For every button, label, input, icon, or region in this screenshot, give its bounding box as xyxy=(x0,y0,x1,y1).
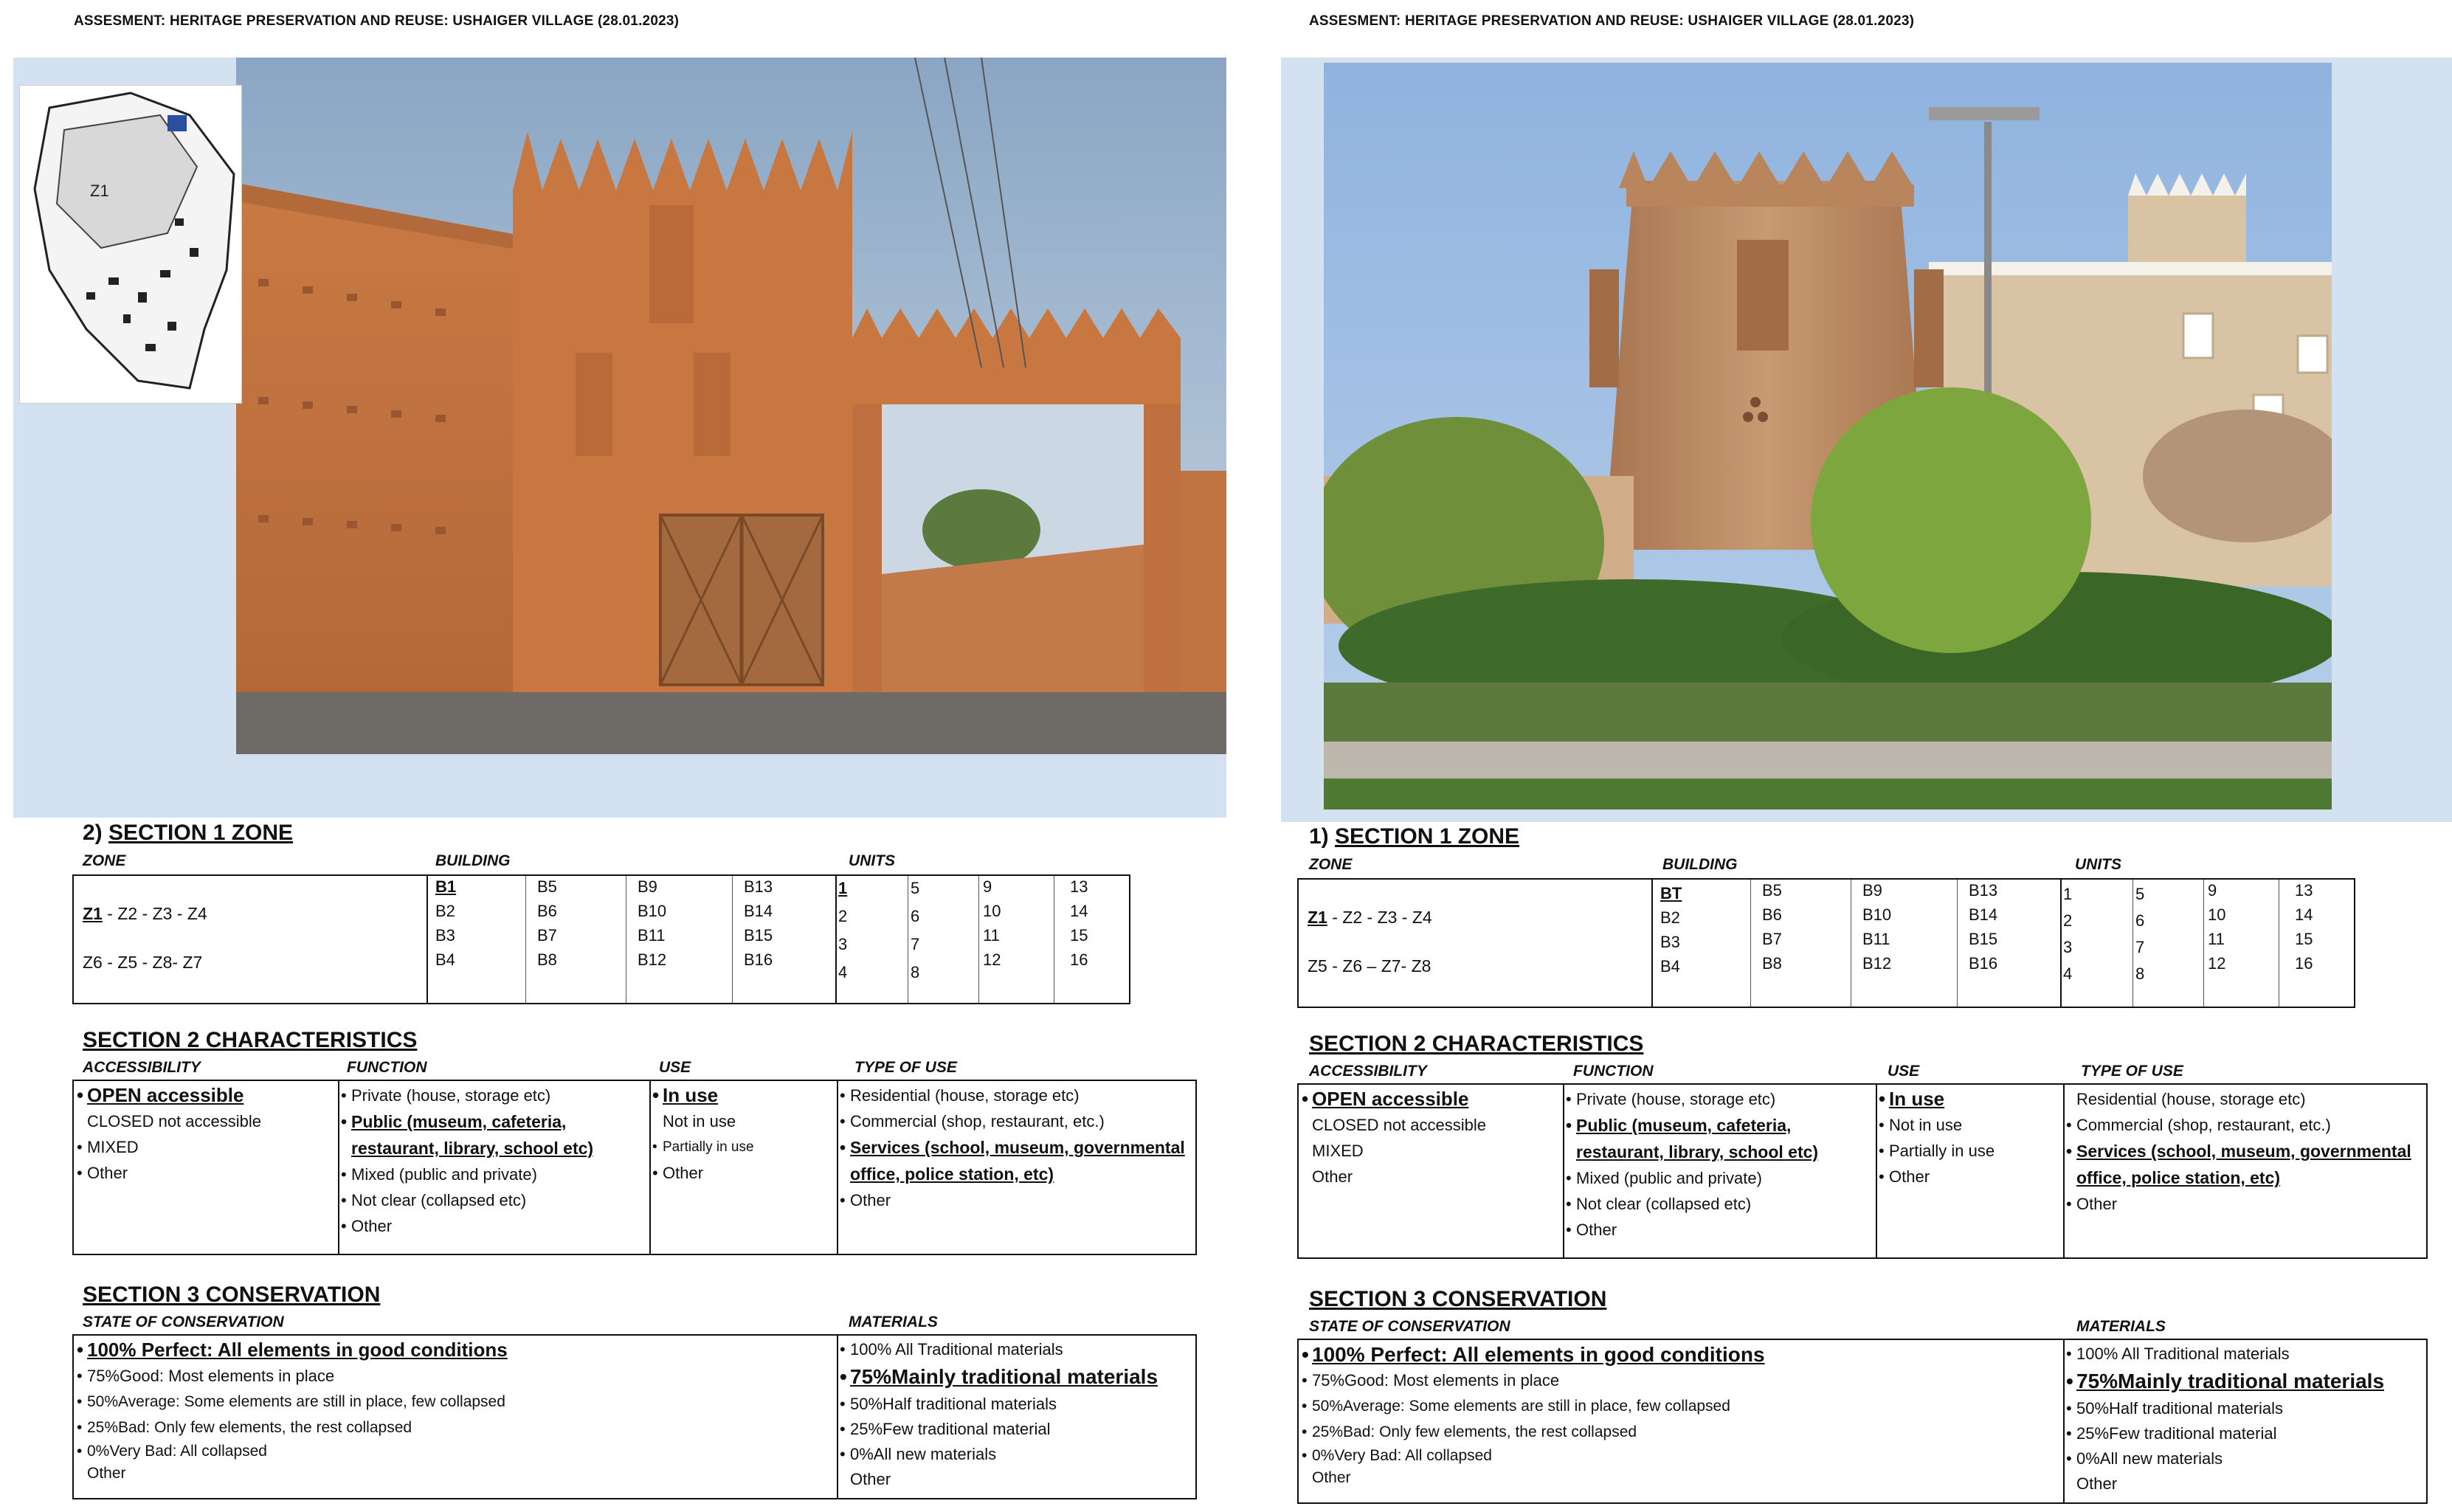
zone-selected: Z1 xyxy=(1308,908,1327,927)
type-of-use-options xyxy=(840,1083,1194,1213)
unit-option[interactable]: 8 xyxy=(911,963,920,981)
accessibility-options xyxy=(77,1083,335,1186)
function-selected[interactable]: • Public (museum, cafeteria, restaurant, library, school etc) xyxy=(1566,1112,1871,1165)
use-option[interactable]: Not in use xyxy=(663,1112,736,1130)
unit-option[interactable]: 5 xyxy=(911,879,920,897)
unit-option[interactable]: 13 xyxy=(2295,881,2313,900)
state-option[interactable]: • 50%Average: Some elements are still in place, few collapsed xyxy=(77,1389,829,1415)
zone-row-1-rest: - Z2 - Z3 - Z4 xyxy=(102,904,207,923)
building-option[interactable]: B4 xyxy=(1660,957,1680,976)
use-label: USE xyxy=(1888,1063,1920,1080)
materials-option[interactable]: • 50%Half traditional materials xyxy=(840,1392,1194,1417)
sheet-header: ASSESMENT: HERITAGE PRESERVATION AND REUSE: USHAIGER VILLAGE (28.01.2023) xyxy=(74,13,680,29)
type-of-use-label: TYPE OF USE xyxy=(854,1059,957,1076)
use-option[interactable]: • Other xyxy=(1879,1164,2060,1190)
building-option[interactable]: B12 xyxy=(638,950,667,969)
state-option[interactable]: • 25%Bad: Only few elements, the rest collapsed xyxy=(77,1415,829,1440)
section3-table xyxy=(1297,1339,2428,1504)
building-option[interactable]: B14 xyxy=(1969,905,1998,924)
use-option[interactable]: • Other xyxy=(652,1160,834,1186)
state-selected[interactable]: • 100% Perfect: All elements in good conditions xyxy=(1302,1342,2057,1367)
unit-option[interactable]: 3 xyxy=(2063,938,2073,956)
unit-option[interactable]: 8 xyxy=(2135,964,2145,983)
use-selected[interactable]: • In use xyxy=(652,1083,834,1108)
state-options xyxy=(77,1337,829,1485)
units-col-1 xyxy=(838,874,847,987)
building-option[interactable]: B8 xyxy=(537,950,557,969)
materials-option[interactable]: • 25%Few traditional material xyxy=(2066,1421,2425,1446)
unit-option[interactable]: 2 xyxy=(838,907,848,925)
units-col-1 xyxy=(2063,881,2072,987)
units-col-3 xyxy=(2208,878,2225,976)
building-selected[interactable]: BT xyxy=(1660,884,1682,902)
building-option[interactable]: B9 xyxy=(638,877,657,896)
section1-title-text: SECTION 1 ZONE xyxy=(108,821,294,845)
unit-option[interactable]: 3 xyxy=(838,935,848,953)
building-option[interactable]: B14 xyxy=(744,902,773,920)
building-option[interactable]: B5 xyxy=(1762,881,1782,900)
building-option[interactable]: B5 xyxy=(537,877,557,896)
building-option[interactable]: B7 xyxy=(537,926,557,945)
building-option[interactable]: B13 xyxy=(744,877,773,896)
zone-selected: Z1 xyxy=(83,904,103,923)
building-option[interactable]: B10 xyxy=(638,902,667,920)
type-of-use-option[interactable]: • Other xyxy=(2066,1191,2425,1217)
building-option[interactable]: B8 xyxy=(1762,954,1782,973)
accessibility-selected[interactable]: • OPEN accessible xyxy=(1302,1086,1560,1112)
unit-option[interactable]: 14 xyxy=(1070,902,1088,920)
accessibility-options xyxy=(1302,1086,1560,1190)
use-option[interactable]: • Partially in use xyxy=(652,1134,834,1160)
state-options xyxy=(1302,1342,2057,1489)
accessibility-option[interactable]: Other xyxy=(1312,1167,1353,1186)
materials-options xyxy=(2066,1342,2425,1497)
building-option[interactable]: B4 xyxy=(435,950,455,969)
materials-option[interactable]: • 25%Few traditional material xyxy=(840,1417,1194,1442)
building-option[interactable]: B3 xyxy=(1660,933,1680,951)
building-option[interactable]: B16 xyxy=(1969,954,1998,973)
building-col-3 xyxy=(638,874,666,972)
function-option[interactable]: • Mixed (public and private) xyxy=(1566,1165,1871,1191)
building-option[interactable]: B6 xyxy=(1762,905,1782,924)
sheet-header: ASSESMENT: HERITAGE PRESERVATION AND REUSE: USHAIGER VILLAGE (28.01.2023) xyxy=(1309,13,1915,29)
zone-row-1[interactable] xyxy=(83,904,207,924)
unit-option[interactable]: 11 xyxy=(2208,930,2225,948)
units-col-2 xyxy=(911,874,919,987)
unit-option[interactable]: 7 xyxy=(911,935,920,953)
unit-option[interactable]: 11 xyxy=(983,926,1000,945)
function-label: FUNCTION xyxy=(347,1059,427,1076)
building-option[interactable]: B9 xyxy=(1862,881,1882,900)
function-options xyxy=(1566,1086,1871,1243)
gate-photo xyxy=(236,58,1226,754)
state-option[interactable]: • 75%Good: Most elements in place xyxy=(1302,1367,2057,1393)
function-option[interactable]: • Not clear (collapsed etc) xyxy=(1566,1191,1871,1217)
unit-option[interactable]: 4 xyxy=(2063,964,2073,983)
function-option[interactable]: • Private (house, storage etc) xyxy=(341,1083,646,1108)
building-option[interactable]: B2 xyxy=(435,902,455,920)
accessibility-label: ACCESSIBILITY xyxy=(83,1059,201,1076)
section2-table xyxy=(72,1080,1197,1255)
materials-options xyxy=(840,1337,1194,1492)
units-col-3 xyxy=(983,874,1001,972)
unit-option[interactable]: 1 xyxy=(2063,885,2073,903)
function-selected[interactable]: • Public (museum, cafeteria, restaurant, library, school etc) xyxy=(341,1108,646,1161)
type-of-use-option[interactable]: • Commercial (shop, restaurant, etc.) xyxy=(840,1108,1194,1134)
building-option[interactable]: B15 xyxy=(1969,930,1998,948)
state-option[interactable]: • 0%Very Bad: All collapsed xyxy=(77,1440,829,1463)
type-of-use-option[interactable]: Residential (house, storage etc) xyxy=(2076,1090,2306,1108)
section1-table xyxy=(72,874,1130,1004)
unit-option[interactable]: 9 xyxy=(983,877,992,896)
materials-option[interactable]: • 0%All new materials xyxy=(840,1442,1194,1467)
materials-option[interactable]: Other xyxy=(2076,1474,2118,1493)
building-col-4 xyxy=(744,874,773,972)
assessment-sheet-right xyxy=(1226,0,2452,1512)
unit-option[interactable]: 15 xyxy=(2295,930,2313,948)
state-of-conservation-label: STATE OF CONSERVATION xyxy=(1309,1318,1510,1335)
building-col-1 xyxy=(1660,881,1682,978)
zone-label: ZONE xyxy=(1309,856,1353,873)
zone-row-2[interactable]: Z6 - Z5 - Z8- Z7 xyxy=(83,953,203,972)
use-options xyxy=(1879,1086,2060,1190)
materials-option[interactable]: • 0%All new materials xyxy=(2066,1446,2425,1471)
unit-option[interactable]: 16 xyxy=(1070,950,1088,969)
building-selected[interactable]: B1 xyxy=(435,877,457,896)
state-option[interactable]: Other xyxy=(1312,1469,1351,1486)
state-of-conservation-label: STATE OF CONSERVATION xyxy=(83,1313,284,1330)
unit-option[interactable]: 6 xyxy=(2135,911,2145,930)
unit-option[interactable]: 9 xyxy=(2208,881,2217,900)
materials-selected[interactable]: • 75%Mainly traditional materials xyxy=(840,1362,1194,1392)
unit-option[interactable]: 14 xyxy=(2295,905,2313,924)
use-option[interactable]: • Not in use xyxy=(1879,1112,2060,1138)
state-selected[interactable]: • 100% Perfect: All elements in good conditions xyxy=(77,1337,829,1363)
section3-table xyxy=(72,1334,1197,1499)
building-option[interactable]: B10 xyxy=(1862,905,1892,924)
section2-table xyxy=(1297,1083,2428,1259)
unit-option[interactable]: 12 xyxy=(983,950,1001,969)
state-option[interactable]: Other xyxy=(87,1465,126,1482)
unit-option[interactable]: 15 xyxy=(1070,926,1088,945)
section1-title xyxy=(83,821,293,846)
unit-option[interactable]: 7 xyxy=(2135,938,2145,956)
materials-option[interactable]: • 100% All Traditional materials xyxy=(2066,1342,2425,1367)
function-option[interactable]: • Private (house, storage etc) xyxy=(1566,1086,1871,1112)
unit-option[interactable]: 6 xyxy=(911,907,920,925)
accessibility-option[interactable]: CLOSED not accessible xyxy=(87,1112,261,1130)
building-option[interactable]: B11 xyxy=(638,926,666,945)
site-minimap xyxy=(19,85,242,404)
section3-title: SECTION 3 CONSERVATION xyxy=(1309,1287,1607,1311)
state-option[interactable]: • 0%Very Bad: All collapsed xyxy=(1302,1445,2057,1467)
materials-label: MATERIALS xyxy=(2076,1318,2166,1335)
building-col-4 xyxy=(1969,878,1997,976)
building-label: BUILDING xyxy=(1662,856,1738,873)
units-col-4 xyxy=(1070,874,1088,972)
zone-row-1[interactable] xyxy=(1308,908,1432,928)
state-option[interactable]: • 50%Average: Some elements are still in place, few collapsed xyxy=(1302,1393,2057,1419)
building-option[interactable]: B16 xyxy=(744,950,773,969)
accessibility-label: ACCESSIBILITY xyxy=(1309,1063,1427,1080)
building-option[interactable]: B13 xyxy=(1969,881,1998,900)
function-option[interactable]: • Not clear (collapsed etc) xyxy=(341,1187,646,1213)
units-label: UNITS xyxy=(2075,856,2121,873)
materials-selected[interactable]: • 75%Mainly traditional materials xyxy=(2066,1367,2425,1396)
building-col-2 xyxy=(537,874,557,972)
unit-option[interactable]: 10 xyxy=(2208,905,2226,924)
building-option[interactable]: B11 xyxy=(1862,930,1890,948)
materials-label: MATERIALS xyxy=(849,1313,938,1330)
unit-option[interactable]: 16 xyxy=(2295,954,2313,973)
type-of-use-options xyxy=(2066,1086,2425,1217)
building-col-1 xyxy=(435,874,456,972)
function-label: FUNCTION xyxy=(1573,1063,1654,1080)
building-label: BUILDING xyxy=(435,852,511,869)
building-option[interactable]: B2 xyxy=(1660,908,1680,927)
accessibility-option[interactable]: MIXED xyxy=(1312,1142,1364,1160)
function-option[interactable]: • Other xyxy=(341,1213,646,1239)
section2-title: SECTION 2 CHARACTERISTICS xyxy=(83,1028,418,1052)
minimap-zone-label: Z1 xyxy=(90,182,109,200)
unit-option[interactable]: 4 xyxy=(838,963,848,981)
type-of-use-selected[interactable]: • Services (school, museum, governmental office, police station, etc) xyxy=(2066,1138,2425,1191)
building-col-3 xyxy=(1862,878,1891,976)
type-of-use-option[interactable]: • Other xyxy=(840,1187,1194,1213)
unit-option[interactable]: 10 xyxy=(983,902,1001,920)
type-of-use-option[interactable]: • Commercial (shop, restaurant, etc.) xyxy=(2066,1112,2425,1138)
tower-photo xyxy=(1324,63,2332,809)
unit-selected[interactable]: 1 xyxy=(838,879,848,897)
building-option[interactable]: B3 xyxy=(435,926,455,945)
materials-option[interactable]: • 100% All Traditional materials xyxy=(840,1337,1194,1362)
function-options xyxy=(341,1083,646,1239)
section1-number: 2) xyxy=(83,821,103,845)
function-option[interactable]: • Other xyxy=(1566,1217,1871,1243)
units-col-2 xyxy=(2135,881,2144,987)
use-selected[interactable]: • In use xyxy=(1879,1086,2060,1112)
section3-title: SECTION 3 CONSERVATION xyxy=(83,1283,381,1307)
section1-table xyxy=(1297,878,2355,1008)
unit-option[interactable]: 13 xyxy=(1070,877,1088,896)
state-option[interactable]: • 25%Bad: Only few elements, the rest collapsed xyxy=(1302,1419,2057,1445)
units-col-4 xyxy=(2295,878,2313,976)
zone-row-2[interactable]: Z5 - Z6 – Z7- Z8 xyxy=(1308,956,1432,976)
use-options xyxy=(652,1083,834,1186)
function-option[interactable]: • Mixed (public and private) xyxy=(341,1161,646,1187)
accessibility-option[interactable]: • MIXED xyxy=(77,1134,335,1160)
unit-option[interactable]: 5 xyxy=(2135,885,2145,903)
section1-number: 1) xyxy=(1309,824,1329,849)
section2-title: SECTION 2 CHARACTERISTICS xyxy=(1309,1032,1644,1056)
materials-option[interactable]: • 50%Half traditional materials xyxy=(2066,1396,2425,1421)
unit-option[interactable]: 12 xyxy=(2208,954,2226,973)
state-option[interactable]: • 75%Good: Most elements in place xyxy=(77,1363,829,1389)
section1-title xyxy=(1309,824,1519,849)
section1-title-text: SECTION 1 ZONE xyxy=(1335,824,1520,849)
accessibility-selected[interactable]: • OPEN accessible xyxy=(77,1083,335,1108)
accessibility-option[interactable]: • Other xyxy=(77,1160,335,1186)
building-col-2 xyxy=(1762,878,1782,976)
unit-option[interactable]: 2 xyxy=(2063,911,2073,930)
building-option[interactable]: B12 xyxy=(1862,954,1892,973)
type-of-use-selected[interactable]: • Services (school, museum, governmental office, police station, etc) xyxy=(840,1134,1194,1187)
zone-row-1-rest: - Z2 - Z3 - Z4 xyxy=(1327,908,1432,927)
use-label: USE xyxy=(659,1059,691,1076)
building-option[interactable]: B6 xyxy=(537,902,557,920)
type-of-use-label: TYPE OF USE xyxy=(2081,1063,2183,1080)
use-option[interactable]: • Partially in use xyxy=(1879,1138,2060,1164)
zone-label: ZONE xyxy=(83,852,126,869)
materials-option[interactable]: Other xyxy=(850,1470,891,1488)
accessibility-option[interactable]: CLOSED not accessible xyxy=(1312,1116,1486,1134)
type-of-use-option[interactable]: • Residential (house, storage etc) xyxy=(840,1083,1194,1108)
building-option[interactable]: B7 xyxy=(1762,930,1782,948)
units-label: UNITS xyxy=(849,852,895,869)
building-option[interactable]: B15 xyxy=(744,926,773,945)
